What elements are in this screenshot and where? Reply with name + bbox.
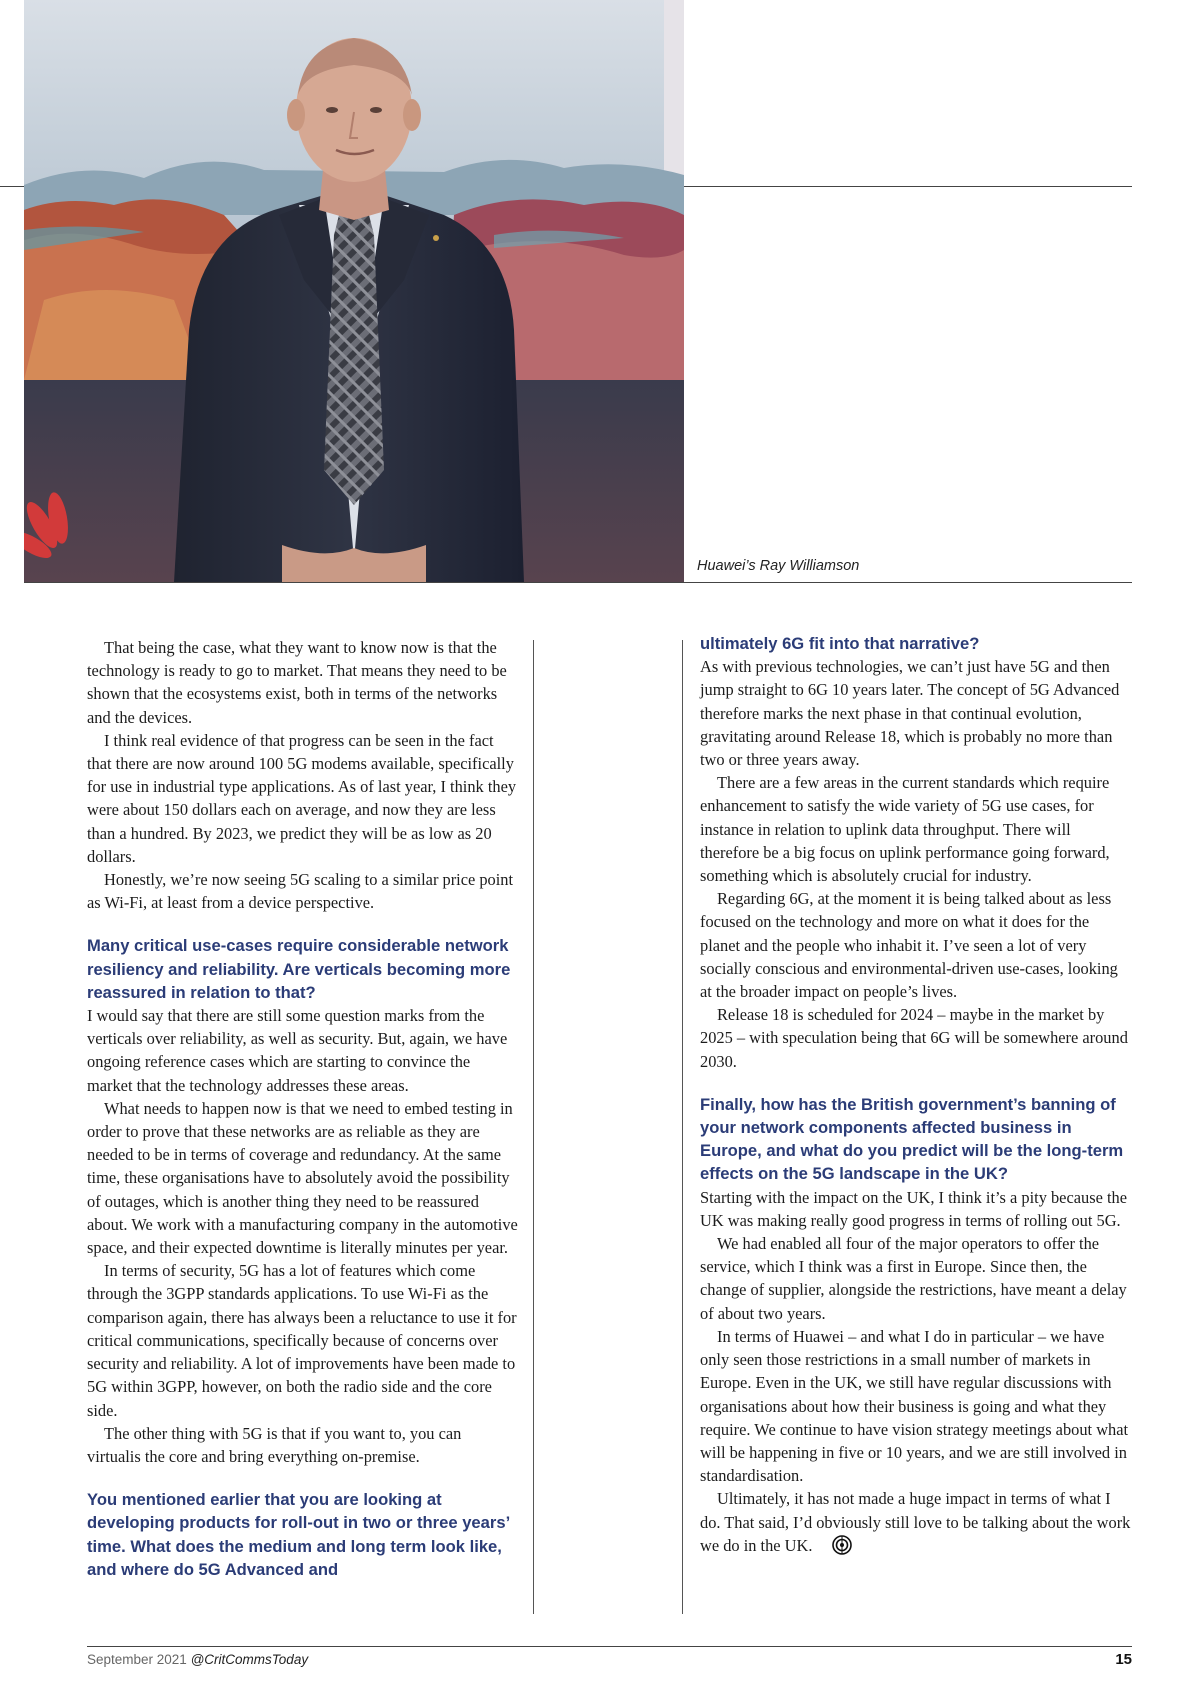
body-paragraph: What needs to happen now is that we need to embed testing in order to prove that these networks are as reliable as they are needed to be in terms of coverage and redundancy. At the same time, these organisations have to absolutely avoid the possibility of outages, which is another thing they need to be reassured about. We work with a manufacturing company in the automotive space, and their expected downtime is literally minutes per year. [87,1098,518,1258]
interview-question: You mentioned earlier that you are looking at developing products for roll-out in two or three years’ time. What does the medium and long term look like, and where do 5G Advanced and [87,1490,510,1579]
body-paragraph: In terms of security, 5G has a lot of features which come through the 3GPP standards applications. To use Wi-Fi as the comparison again, there has always been a reluctance to use it for critical communications, specifically because of concerns over security and reliability. A lot of improvements have been made to 5G within 3GPP, however, on both the radio side and the core side. [87,1261,517,1420]
body-paragraph: In terms of Huawei – and what I do in particular – we have only seen those restrictions in a small number of markets in Europe. Even in the UK, we still have regular discussions with organisations about how their business is going and what they require. We continue to have vision strategy meetings about what will be happening in five or 10 years, and we are still involved in standardisation. [700,1326,1129,1486]
article-photo [24,0,684,582]
interview-question: Many critical use-cases require considerable network resiliency and reliability. Are verticals becoming more reassured in relation to that? [87,936,511,1002]
top-rule-right [684,186,1132,187]
column-divider-right [682,640,683,1614]
interview-question: Finally, how has the British government’s banning of your network components affected business in Europe, and what do you predict will be the long-term effects on the 5G landscape in the UK? [700,1094,1124,1184]
body-paragraph: That being the case, what they want to know now is that the technology is ready to go to market. That means they need to be shown that the ecosystems exist, both in terms of the networks and the devices. [87,638,507,727]
body-paragraph: Starting with the impact on the UK, I think it’s a pity because the UK was making really good progress in terms of rolling out 5G. [700,1187,1127,1230]
article-column-right [700,636,1132,1561]
portrait-illustration [24,0,684,582]
final-paragraph-text: Ultimately, it has not made a huge impact in terms of what I do. That said, I’d obviously still love to be talking about the work we do in the UK. [700,1489,1131,1555]
body-paragraph: There are a few areas in the current standards which require enhancement to satisfy the wide variety of 5G use cases, for instance in relation to uplink data throughput. There will therefore be a big focus on uplink performance going forward, something which is absolutely crucial for industry. [700,773,1110,886]
footer-info [87,1652,308,1667]
body-paragraph: I would say that there are still some question marks from the verticals over reliability, as well as security. But, again, we have ongoing reference cases which are starting to convince the market that the technology addresses these areas. [87,1006,508,1095]
body-paragraph: Regarding 6G, at the moment it is being talked about as less focused on the technology and more on what it does for the planet and the people who inhabit it. I’ve seen a lot of very socially conscious and environmental-driven use-cases, looking at the broader impact on people’s lives. [700,889,1118,1002]
page-number: 15 [1115,1651,1132,1668]
body-paragraph: Release 18 is scheduled for 2024 – maybe in the market by 2025 – with speculation being that 6G will be somewhere around 2030. [700,1005,1128,1071]
caption-rule [24,582,1132,583]
interview-question-continued: ultimately 6G fit into that narrative? [700,634,980,653]
article-column-left [87,636,519,1581]
social-handle: @CritCommsToday [190,1652,309,1667]
body-paragraph: We had enabled all four of the major operators to offer the service, which I think was a first in Europe. Since then, the change of supplier, alongside the restrictions, have meant a delay of about two years. [700,1234,1127,1323]
body-paragraph: As with previous technologies, we can’t just have 5G and then jump straight to 6G 10 years later. The concept of 5G Advanced therefore marks the next phase in that continual evolution, gravitating around Release 18, which is probably no more than two or three years away. [700,657,1120,770]
top-rule-left [0,186,24,187]
body-paragraph-final [700,1487,1132,1561]
end-mark-icon [815,1535,852,1561]
body-paragraph: Honestly, we’re now seeing 5G scaling to a similar price point as Wi-Fi, at least from a device perspective. [87,870,514,913]
photo-caption: Huawei’s Ray Williamson [697,558,860,574]
column-divider-left [533,640,534,1614]
body-paragraph: I think real evidence of that progress can be seen in the fact that there are now around 100 5G modems available, specifically for use in industrial type applications. As of last year, I think they were about 150 dollars each on average, and now they are less than a hundred. By 2023, we predict they will be as low as 20 dollars. [87,730,517,866]
body-paragraph: The other thing with 5G is that if you want to, you can virtualis the core and bring everything on-premise. [87,1423,462,1466]
issue-date: September 2021 [87,1652,187,1667]
footer-rule [87,1646,1132,1647]
